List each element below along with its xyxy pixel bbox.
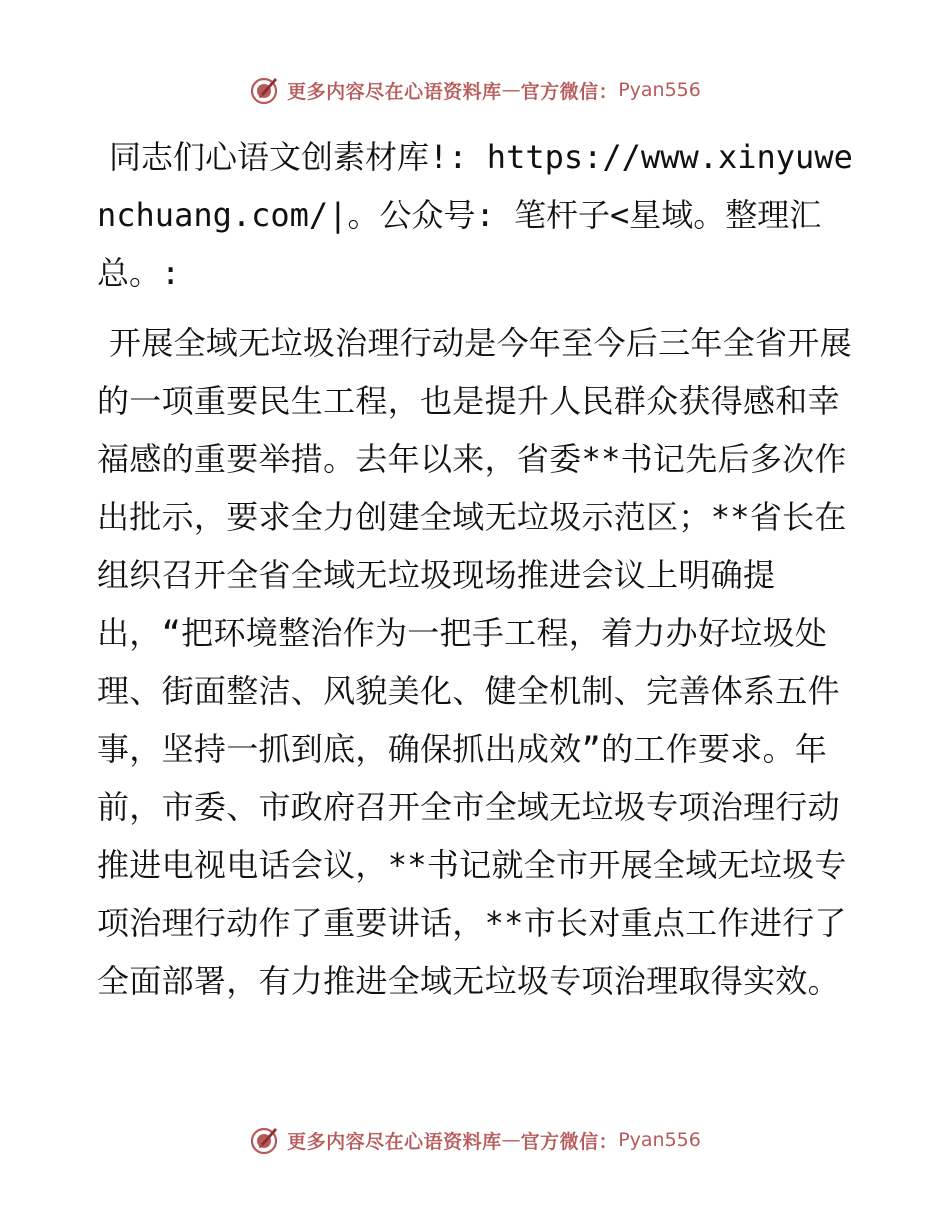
header-dash: —: [501, 79, 521, 101]
footer-wechat-label: 官方微信：: [520, 1130, 619, 1153]
footer-banner: [0, 1120, 950, 1160]
main-paragraph: 开展全域无垃圾治理行动是今年至今后三年全省开展的一项重要民生工程，也是提升人民群众获得感和幸福感的重要举措。去年以来，省委**书记先后多次作出批示，要求全力创建全域无垃圾示范区；**省长在组织召开全省全域无垃圾现场推进会议上明确提出，“把环境整治作为一把手工程，着力办好垃圾处理、街面整洁、风貌美化、健全机制、完善体系五件事，坚持一抓到底，确保抓出成效”的工作要求。年前，市委、市政府召开全市全域无垃圾专项治理行动推进电视电话会议，**书记就全市开展全域无垃圾专项治理行动作了重要讲话，**市长对重点工作进行了全面部署，有力推进全域无垃圾专项治理取得实效。: [97, 324, 852, 1000]
header-banner: [0, 70, 950, 110]
footer-site-text: 更多内容尽在心语资料库: [287, 1130, 502, 1153]
footer-wechat-id: Pyan556: [618, 1129, 701, 1151]
intro-paragraph: 同志们心语文创素材库!: https://www.xinyuwenchuang.com/|。公众号: 笔杆子<星域。整理汇总。:: [97, 138, 853, 292]
header-wechat-id: Pyan556: [618, 79, 701, 101]
footer-dash: —: [501, 1129, 521, 1151]
quill-seal-icon: [249, 1124, 281, 1156]
header-wechat-label: 官方微信：: [520, 80, 619, 103]
quill-seal-icon: [249, 74, 281, 106]
header-site-text: 更多内容尽在心语资料库: [287, 80, 502, 103]
document-body: [97, 128, 857, 1010]
